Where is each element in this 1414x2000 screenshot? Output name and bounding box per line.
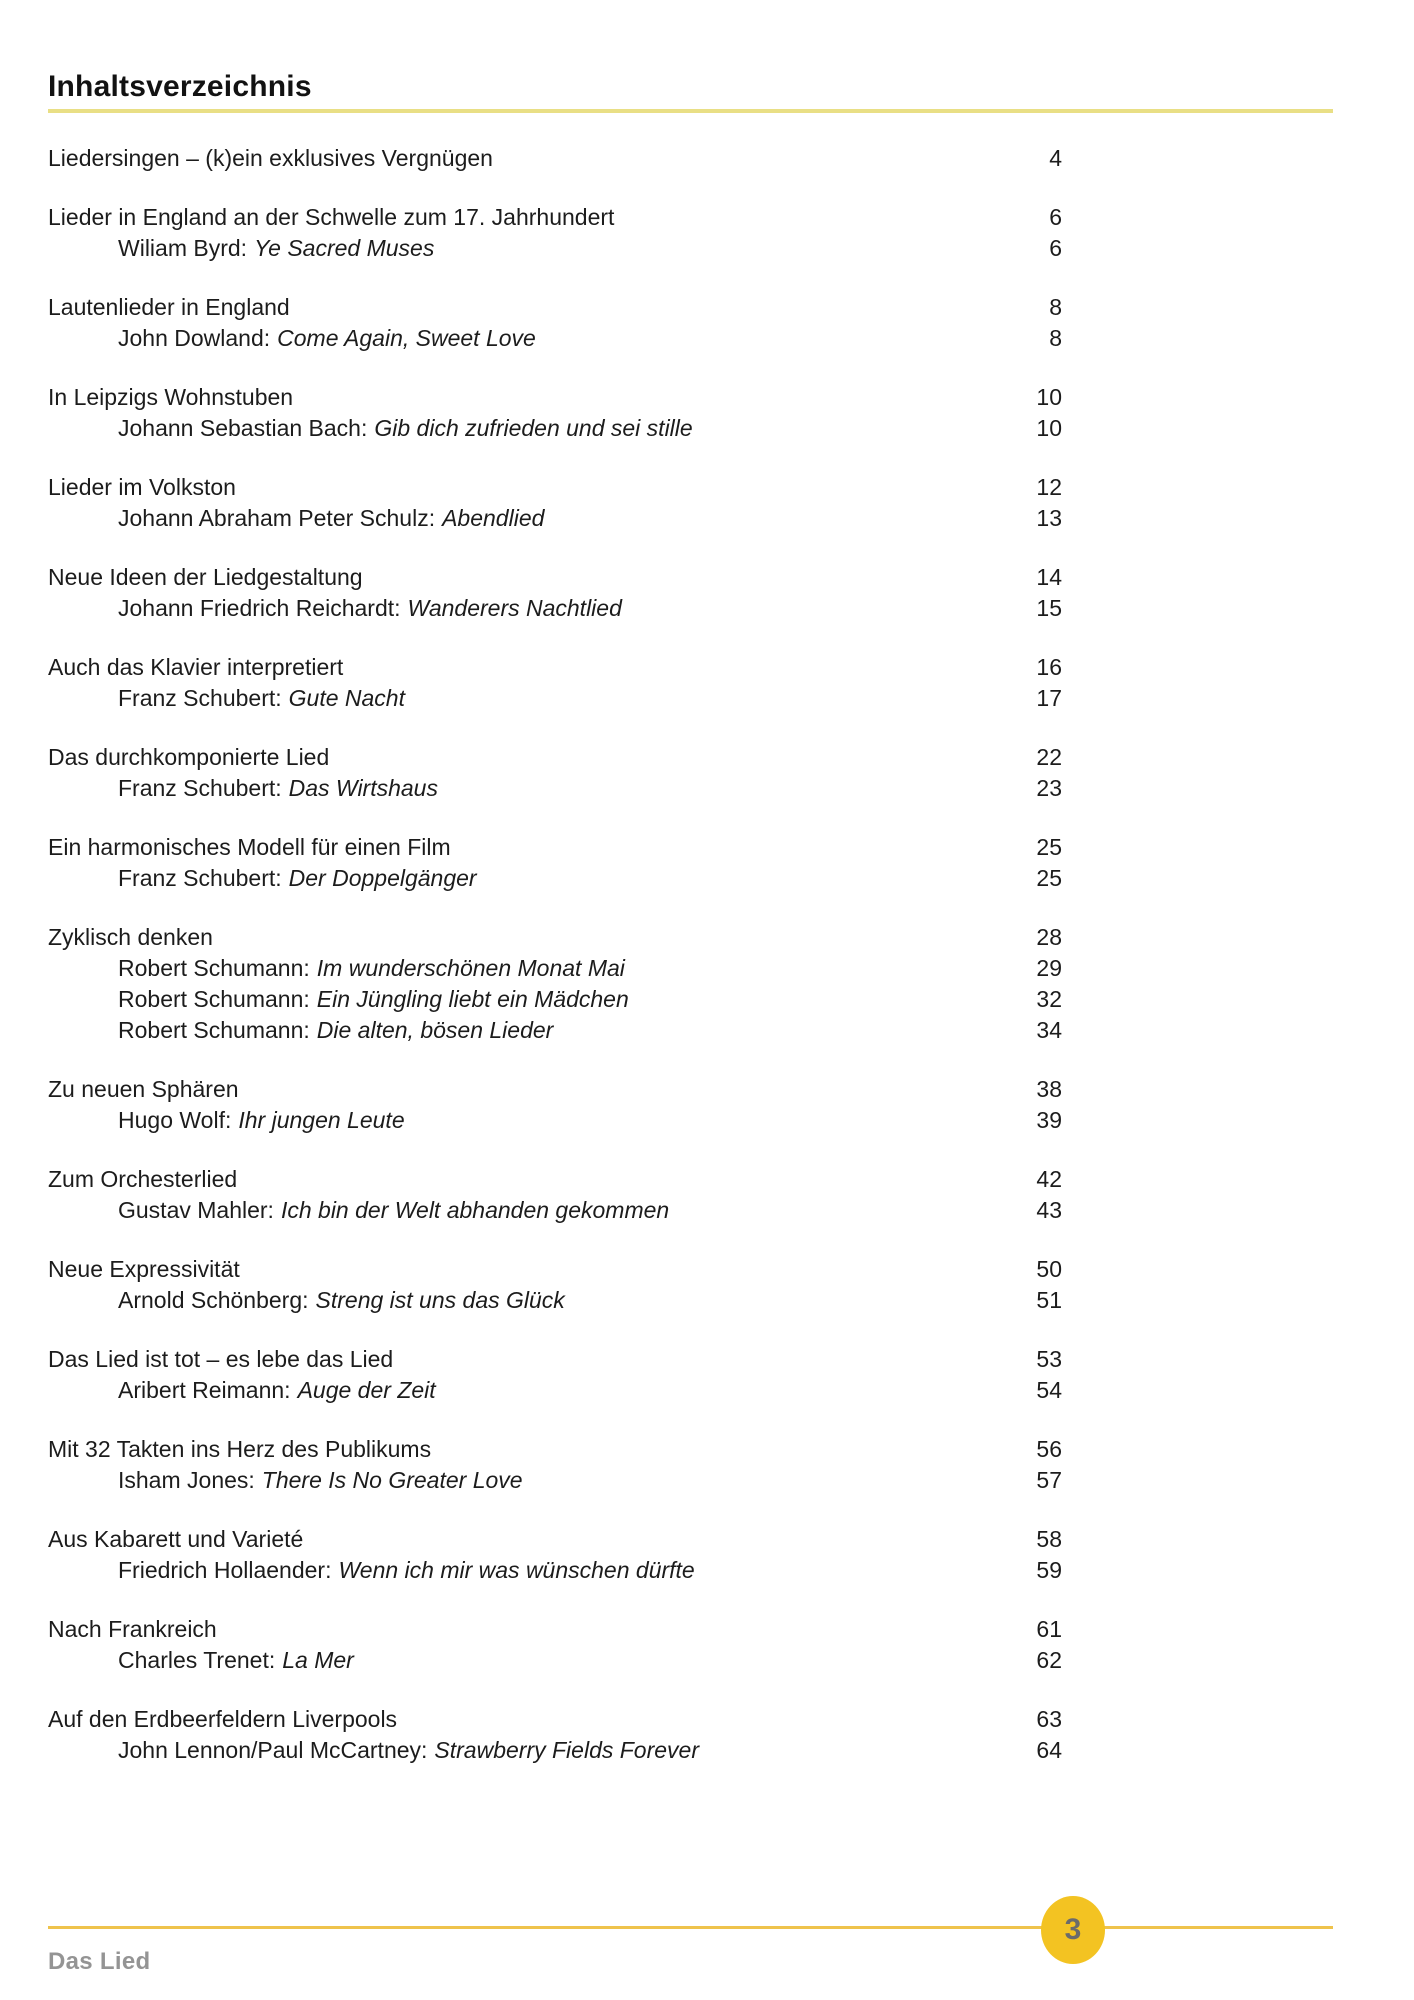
- page-title: Inhaltsverzeichnis: [48, 70, 312, 103]
- toc-group: [48, 143, 1062, 174]
- toc-author: John Dowland:: [118, 325, 271, 351]
- toc-sub-title: [48, 863, 477, 894]
- toc-page-number: 15: [1036, 595, 1062, 621]
- toc-sub-title: [48, 233, 434, 264]
- toc-work-title: Die alten, bösen Lieder: [316, 1017, 554, 1043]
- toc-sub-list: [48, 1195, 1062, 1226]
- toc-page-number: 10: [1036, 415, 1062, 441]
- toc-page-number: 63: [1036, 1706, 1062, 1732]
- toc-heading-title: Neue Expressivität: [48, 1256, 240, 1282]
- toc-page-number: 28: [1036, 924, 1062, 950]
- toc-sub-title: [48, 593, 622, 624]
- toc-work-title: Das Wirtshaus: [288, 775, 438, 801]
- toc-work-title: Streng ist uns das Glück: [315, 1287, 565, 1313]
- toc-group: [48, 1524, 1062, 1586]
- toc-sub-list: [48, 1555, 1062, 1586]
- toc-sub-row: [48, 863, 1062, 894]
- toc-sub-title: [48, 1645, 354, 1676]
- toc-author: Robert Schumann:: [118, 986, 310, 1012]
- toc-group: [48, 562, 1062, 624]
- page-header: [48, 70, 1333, 113]
- toc-sub-list: [48, 323, 1062, 354]
- toc-author: Hugo Wolf:: [118, 1107, 232, 1133]
- toc-heading-title: Ein harmonisches Modell für einen Film: [48, 834, 451, 860]
- toc-sub-row: [48, 1285, 1062, 1316]
- toc-group: [48, 202, 1062, 264]
- toc-heading-title: Zyklisch denken: [48, 924, 213, 950]
- toc-sub-row: [48, 683, 1062, 714]
- toc-author: Aribert Reimann:: [118, 1377, 291, 1403]
- toc-work-title: Come Again, Sweet Love: [277, 325, 536, 351]
- toc-author: Robert Schumann:: [118, 1017, 310, 1043]
- toc-page-number: 6: [1049, 204, 1062, 230]
- toc-page-number: 25: [1036, 834, 1062, 860]
- title-rule: [48, 109, 1333, 113]
- toc-sub-list: [48, 1735, 1062, 1766]
- toc-author: Arnold Schönberg:: [118, 1287, 309, 1313]
- toc-heading-title: Neue Ideen der Liedgestaltung: [48, 564, 363, 590]
- toc-sub-row: [48, 233, 1062, 264]
- toc-heading-title: Lautenlieder in England: [48, 294, 290, 320]
- toc-heading-row: [48, 562, 1062, 593]
- toc-heading-title: Zum Orchesterlied: [48, 1166, 238, 1192]
- toc-sub-title: [48, 953, 625, 984]
- toc-heading-title: Das durchkomponierte Lied: [48, 744, 330, 770]
- toc-sub-title: [48, 413, 693, 444]
- toc-page-number: 13: [1036, 505, 1062, 531]
- toc-group: [48, 1344, 1062, 1406]
- toc-heading-row: [48, 922, 1062, 953]
- toc-sub-row: [48, 593, 1062, 624]
- toc-heading-row: [48, 143, 1062, 174]
- toc-page-number: 32: [1036, 986, 1062, 1012]
- toc-page-number: 25: [1036, 865, 1062, 891]
- toc-page-number: 56: [1036, 1436, 1062, 1462]
- toc-sub-row: [48, 1555, 1062, 1586]
- toc-work-title: Ye Sacred Muses: [254, 235, 435, 261]
- toc-heading-row: [48, 1434, 1062, 1465]
- toc-work-title: Abendlied: [442, 505, 545, 531]
- toc-author: Charles Trenet:: [118, 1647, 276, 1673]
- toc-page-number: 38: [1036, 1076, 1062, 1102]
- toc-heading-title: Zu neuen Sphären: [48, 1076, 239, 1102]
- toc-page-number: 39: [1036, 1107, 1062, 1133]
- toc-page-number: 10: [1036, 384, 1062, 410]
- toc-heading-row: [48, 472, 1062, 503]
- toc-page-number: 8: [1049, 325, 1062, 351]
- toc-sub-row: [48, 323, 1062, 354]
- toc-group: [48, 742, 1062, 804]
- toc-sub-title: [48, 1105, 405, 1136]
- toc-group: [48, 832, 1062, 894]
- toc-heading-row: [48, 202, 1062, 233]
- toc-author: Wiliam Byrd:: [118, 235, 248, 261]
- toc-group: [48, 652, 1062, 714]
- toc-page-number: 54: [1036, 1377, 1062, 1403]
- toc-page-number: 58: [1036, 1526, 1062, 1552]
- toc-heading-title: Auf den Erdbeerfeldern Liverpools: [48, 1706, 398, 1732]
- page-number-badge: 3: [1041, 1896, 1105, 1964]
- toc-page-number: 51: [1036, 1287, 1062, 1313]
- toc-sub-row: [48, 953, 1062, 984]
- toc-author: Isham Jones:: [118, 1467, 255, 1493]
- toc-sub-list: [48, 233, 1062, 264]
- toc-author: John Lennon/Paul McCartney:: [118, 1737, 428, 1763]
- toc-sub-list: [48, 1285, 1062, 1316]
- toc-page-number: 34: [1036, 1017, 1062, 1043]
- toc-sub-list: [48, 1465, 1062, 1496]
- toc-page-number: 42: [1036, 1166, 1062, 1192]
- toc-sub-title: [48, 683, 405, 714]
- toc-page-number: 61: [1036, 1616, 1062, 1642]
- toc-work-title: Gute Nacht: [288, 685, 405, 711]
- toc-group: [48, 1614, 1062, 1676]
- toc-sub-title: [48, 1015, 553, 1046]
- toc-sub-list: [48, 773, 1062, 804]
- toc-author: Franz Schubert:: [118, 775, 282, 801]
- toc-work-title: Wanderers Nachtlied: [407, 595, 622, 621]
- toc-sub-title: [48, 503, 544, 534]
- toc-heading-title: In Leipzigs Wohnstuben: [48, 384, 294, 410]
- table-of-contents: [48, 143, 1062, 1794]
- toc-sub-row: [48, 1105, 1062, 1136]
- toc-heading-title: Liedersingen – (k)ein exklusives Vergnügen: [48, 145, 493, 171]
- toc-page-number: 53: [1036, 1346, 1062, 1372]
- toc-page-number: 8: [1049, 294, 1062, 320]
- footer-rule: [48, 1926, 1333, 1929]
- toc-heading-title: Nach Frankreich: [48, 1616, 217, 1642]
- toc-work-title: Wenn ich mir was wünschen dürfte: [338, 1557, 695, 1583]
- toc-work-title: La Mer: [282, 1647, 354, 1673]
- toc-sub-list: [48, 593, 1062, 624]
- toc-page-number: 62: [1036, 1647, 1062, 1673]
- toc-heading-row: [48, 292, 1062, 323]
- toc-group: [48, 1434, 1062, 1496]
- toc-heading-row: [48, 1704, 1062, 1735]
- toc-sub-title: [48, 1195, 669, 1226]
- toc-sub-title: [48, 1375, 436, 1406]
- toc-page-number: 17: [1036, 685, 1062, 711]
- toc-sub-list: [48, 413, 1062, 444]
- toc-sub-row: [48, 1465, 1062, 1496]
- toc-author: Franz Schubert:: [118, 685, 282, 711]
- toc-sub-title: [48, 1285, 565, 1316]
- toc-group: [48, 472, 1062, 534]
- toc-author: Gustav Mahler:: [118, 1197, 274, 1223]
- book-title: Das Lied: [48, 1948, 151, 1975]
- toc-author: Johann Friedrich Reichardt:: [118, 595, 401, 621]
- toc-heading-title: Aus Kabarett und Varieté: [48, 1526, 304, 1552]
- toc-sub-row: [48, 1735, 1062, 1766]
- toc-heading-row: [48, 652, 1062, 683]
- toc-sub-row: [48, 503, 1062, 534]
- toc-heading-title: Auch das Klavier interpretiert: [48, 654, 344, 680]
- toc-group: [48, 1704, 1062, 1766]
- toc-sub-title: [48, 1735, 699, 1766]
- toc-page-number: 12: [1036, 474, 1062, 500]
- toc-group: [48, 382, 1062, 444]
- toc-page-number: 6: [1049, 235, 1062, 261]
- toc-page-number: 4: [1049, 145, 1062, 171]
- toc-heading-row: [48, 1074, 1062, 1105]
- toc-sub-row: [48, 1645, 1062, 1676]
- toc-work-title: Auge der Zeit: [297, 1377, 436, 1403]
- toc-sub-title: [48, 323, 536, 354]
- toc-work-title: Ihr jungen Leute: [238, 1107, 405, 1133]
- toc-work-title: Ich bin der Welt abhanden gekommen: [280, 1197, 670, 1223]
- toc-sub-row: [48, 1375, 1062, 1406]
- toc-author: Robert Schumann:: [118, 955, 310, 981]
- toc-page-number: 16: [1036, 654, 1062, 680]
- toc-author: Franz Schubert:: [118, 865, 282, 891]
- toc-work-title: Im wunderschönen Monat Mai: [316, 955, 625, 981]
- toc-sub-list: [48, 1375, 1062, 1406]
- toc-page-number: 43: [1036, 1197, 1062, 1223]
- toc-sub-title: [48, 1555, 695, 1586]
- toc-sub-title: [48, 984, 629, 1015]
- toc-sub-title: [48, 773, 438, 804]
- toc-heading-row: [48, 832, 1062, 863]
- toc-work-title: Ein Jüngling liebt ein Mädchen: [316, 986, 629, 1012]
- toc-sub-row: [48, 1015, 1062, 1046]
- toc-author: Johann Abraham Peter Schulz:: [118, 505, 436, 531]
- toc-heading-row: [48, 1524, 1062, 1555]
- toc-heading-row: [48, 1254, 1062, 1285]
- toc-work-title: Strawberry Fields Forever: [434, 1737, 699, 1763]
- toc-sub-list: [48, 1645, 1062, 1676]
- toc-heading-row: [48, 1344, 1062, 1375]
- toc-heading-row: [48, 382, 1062, 413]
- toc-page-number: 14: [1036, 564, 1062, 590]
- toc-work-title: Der Doppelgänger: [288, 865, 477, 891]
- toc-sub-row: [48, 984, 1062, 1015]
- toc-sub-list: [48, 503, 1062, 534]
- toc-author: Friedrich Hollaender:: [118, 1557, 332, 1583]
- toc-sub-title: [48, 1465, 523, 1496]
- toc-heading-title: Lieder in England an der Schwelle zum 17. Jahrhundert: [48, 204, 615, 230]
- toc-heading-title: Das Lied ist tot – es lebe das Lied: [48, 1346, 394, 1372]
- toc-work-title: Gib dich zufrieden und sei stille: [374, 415, 693, 441]
- toc-group: [48, 1164, 1062, 1226]
- toc-heading-row: [48, 742, 1062, 773]
- toc-heading-row: [48, 1164, 1062, 1195]
- toc-page-number: 57: [1036, 1467, 1062, 1493]
- toc-page-number: 29: [1036, 955, 1062, 981]
- toc-page-number: 22: [1036, 744, 1062, 770]
- toc-sub-list: [48, 953, 1062, 1046]
- toc-heading-title: Mit 32 Takten ins Herz des Publikums: [48, 1436, 432, 1462]
- toc-page-number: 59: [1036, 1557, 1062, 1583]
- toc-heading-title: Lieder im Volkston: [48, 474, 236, 500]
- toc-sub-list: [48, 683, 1062, 714]
- toc-group: [48, 1074, 1062, 1136]
- toc-sub-list: [48, 1105, 1062, 1136]
- toc-work-title: There Is No Greater Love: [261, 1467, 523, 1493]
- toc-sub-row: [48, 773, 1062, 804]
- toc-group: [48, 922, 1062, 1046]
- toc-page-number: 23: [1036, 775, 1062, 801]
- toc-sub-row: [48, 413, 1062, 444]
- toc-sub-row: [48, 1195, 1062, 1226]
- toc-group: [48, 292, 1062, 354]
- toc-sub-list: [48, 863, 1062, 894]
- toc-page-number: 50: [1036, 1256, 1062, 1282]
- toc-page-number: 64: [1036, 1737, 1062, 1763]
- toc-heading-row: [48, 1614, 1062, 1645]
- toc-group: [48, 1254, 1062, 1316]
- toc-author: Johann Sebastian Bach:: [118, 415, 368, 441]
